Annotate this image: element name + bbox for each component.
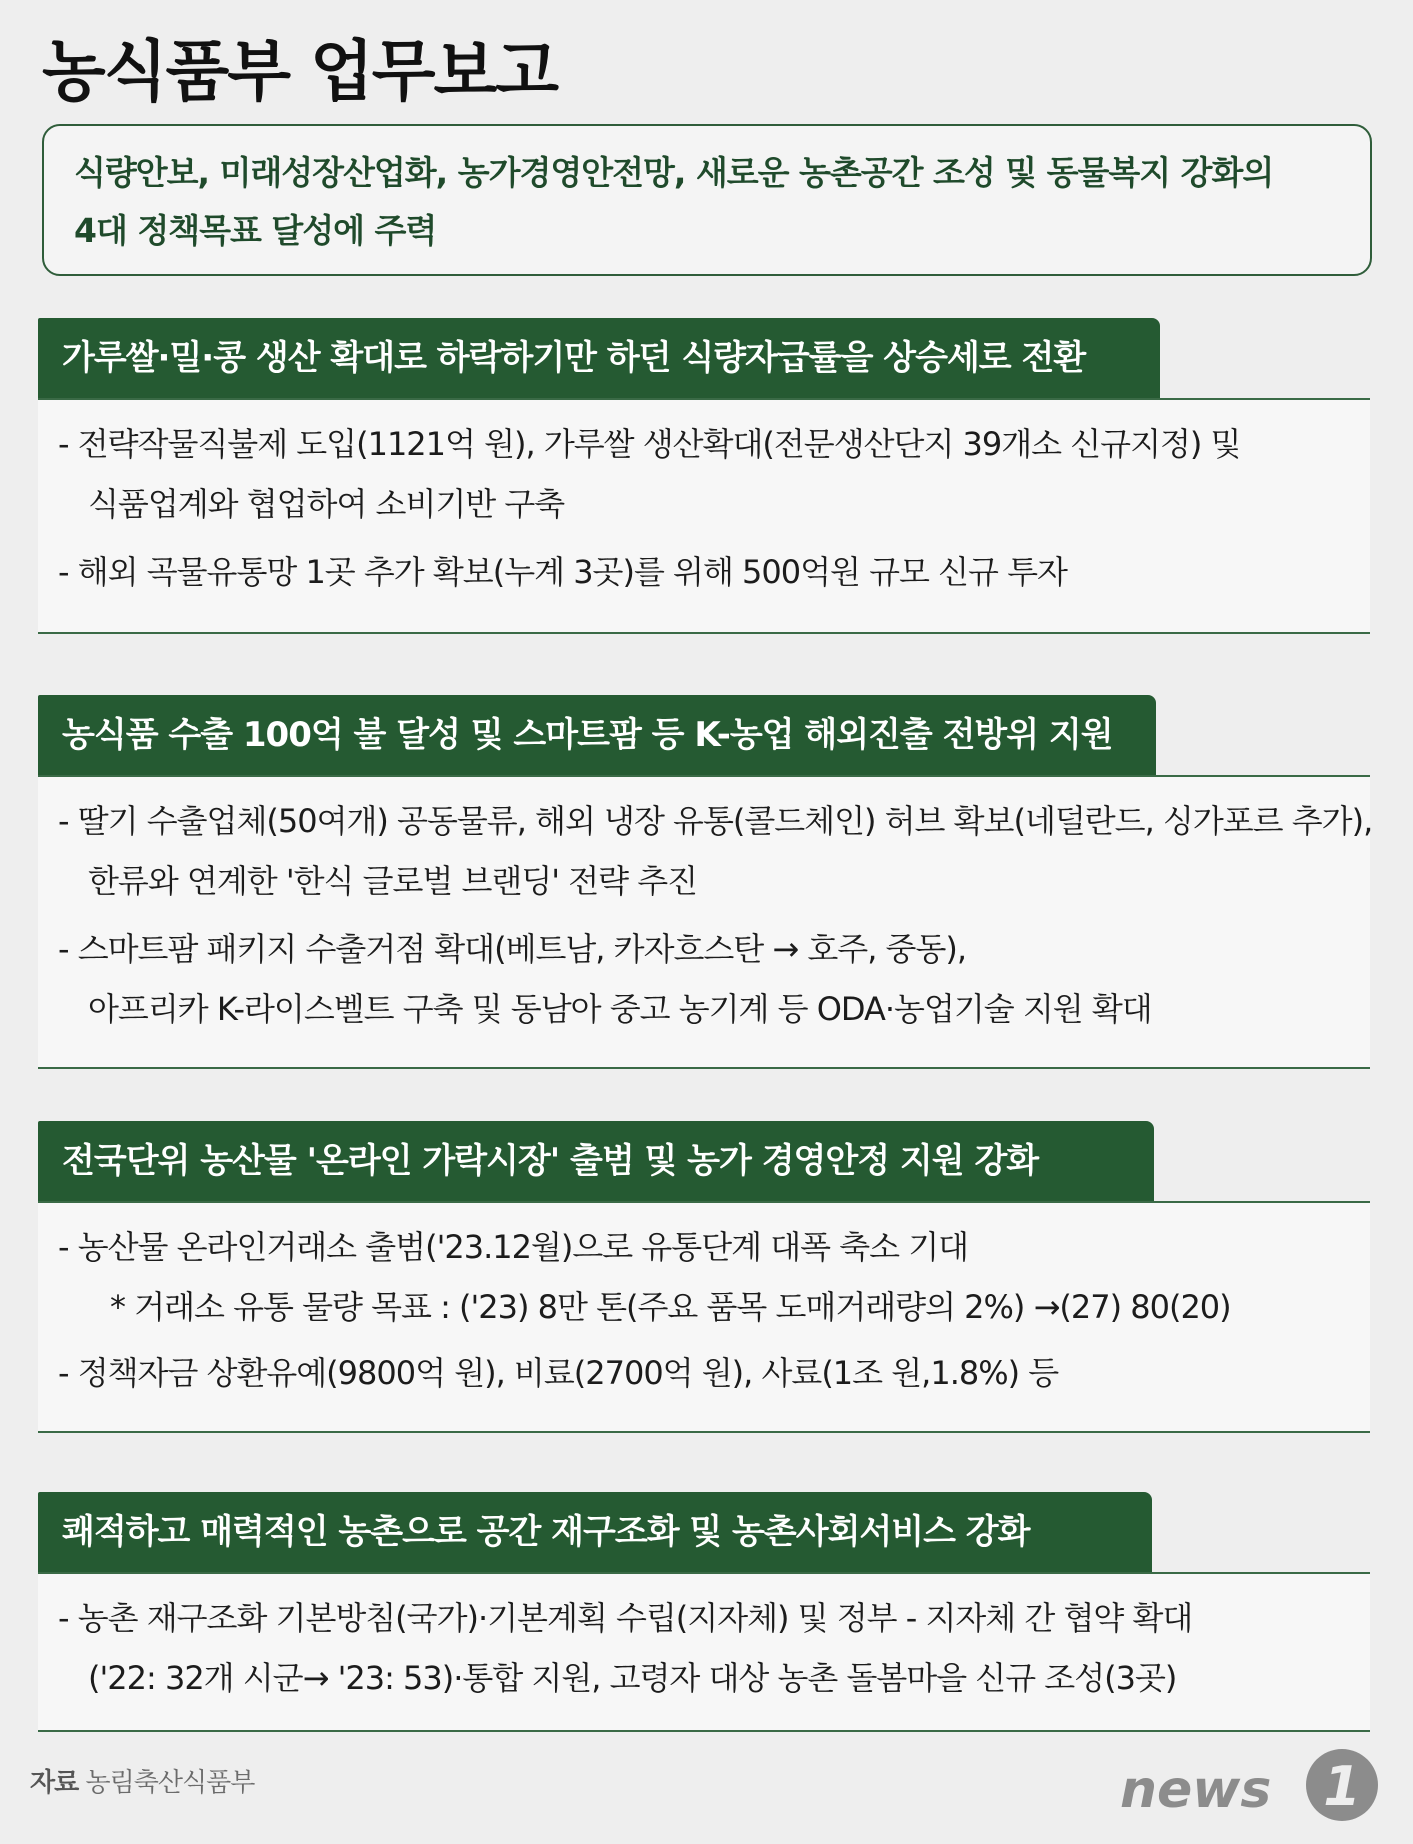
bullet-line: - 농촌 재구조화 기본방침(국가)·기본계획 수립(지자체) 및 정부 - 지자체 간 협약 확대 [58,1599,1193,1637]
source-label: 자료 [30,1768,79,1798]
summary-box [42,124,1372,276]
news1-logo [1120,1745,1380,1825]
section-body [38,398,1370,634]
bullet-line: - 딸기 수출업체(50여개) 공동물류, 해외 냉장 유통(콜드체인) 허브 확보(네덜란드, 싱가포르 추가), [58,802,1373,840]
bullet-line: 한류와 연계한 '한식 글로벌 브랜딩' 전략 추진 [88,862,698,900]
bullet-line: 식품업계와 협업하여 소비기반 구축 [88,485,565,523]
section-heading: 전국단위 농산물 '온라인 가락시장' 출범 및 농가 경영안정 지원 강화 [38,1121,1154,1201]
summary-line: 4대 정책목표 달성에 주력 [74,211,437,250]
source-text: 농림축산식품부 [85,1768,255,1798]
summary-line: 식량안보, 미래성장산업화, 농가경영안전망, 새로운 농촌공간 조성 및 동물복지 강화의 [74,153,1274,192]
bullet-line: ('22: 32개 시군→ '23: 53)·통합 지원, 고령자 대상 농촌 돌봄마을 신규 조성(3곳) [88,1659,1177,1697]
bullet-line: - 스마트팜 패키지 수출거점 확대(베트남, 카자흐스탄 → 호주, 중동), [58,930,967,968]
source-note [30,1762,254,1799]
logo-mark: 1 [1323,1755,1361,1818]
section-body [38,775,1373,1069]
section-heading: 농식품 수출 100억 불 달성 및 스마트팜 등 K-농업 해외진출 전방위 지원 [38,695,1156,775]
section-heading: 가루쌀·밀·콩 생산 확대로 하락하기만 하던 식량자급률을 상승세로 전환 [38,318,1160,398]
section-online-market [38,1121,1370,1433]
logo-wordmark: news [1120,1760,1272,1820]
note-line: * 거래소 유통 물량 목표 : ('23) 8만 톤(주요 품목 도매거래량의 2%) →(27) 80(20) [110,1288,1231,1326]
section-food-security [38,318,1370,634]
bullet-line: - 전략작물직불제 도입(1121억 원), 가루쌀 생산확대(전문생산단지 39개소 신규지정) 및 [58,425,1241,463]
section-body [38,1572,1370,1732]
bullet-line: - 정책자금 상환유예(9800억 원), 비료(2700억 원), 사료(1조 원,1.8%) 등 [58,1354,1059,1392]
section-body [38,1201,1370,1433]
bullet-line: - 해외 곡물유통망 1곳 추가 확보(누계 3곳)를 위해 500억원 규모 신규 투자 [58,553,1067,591]
section-export [38,695,1373,1069]
bullet-line: - 농산물 온라인거래소 출범('23.12월)으로 유통단계 대폭 축소 기대 [58,1228,969,1266]
section-rural-space [38,1492,1370,1732]
page-title: 농식품부 업무보고 [42,33,558,110]
section-heading: 쾌적하고 매력적인 농촌으로 공간 재구조화 및 농촌사회서비스 강화 [38,1492,1152,1572]
bullet-line: 아프리카 K-라이스벨트 구축 및 동남아 중고 농기계 등 ODA·농업기술 지원 확대 [88,990,1152,1028]
